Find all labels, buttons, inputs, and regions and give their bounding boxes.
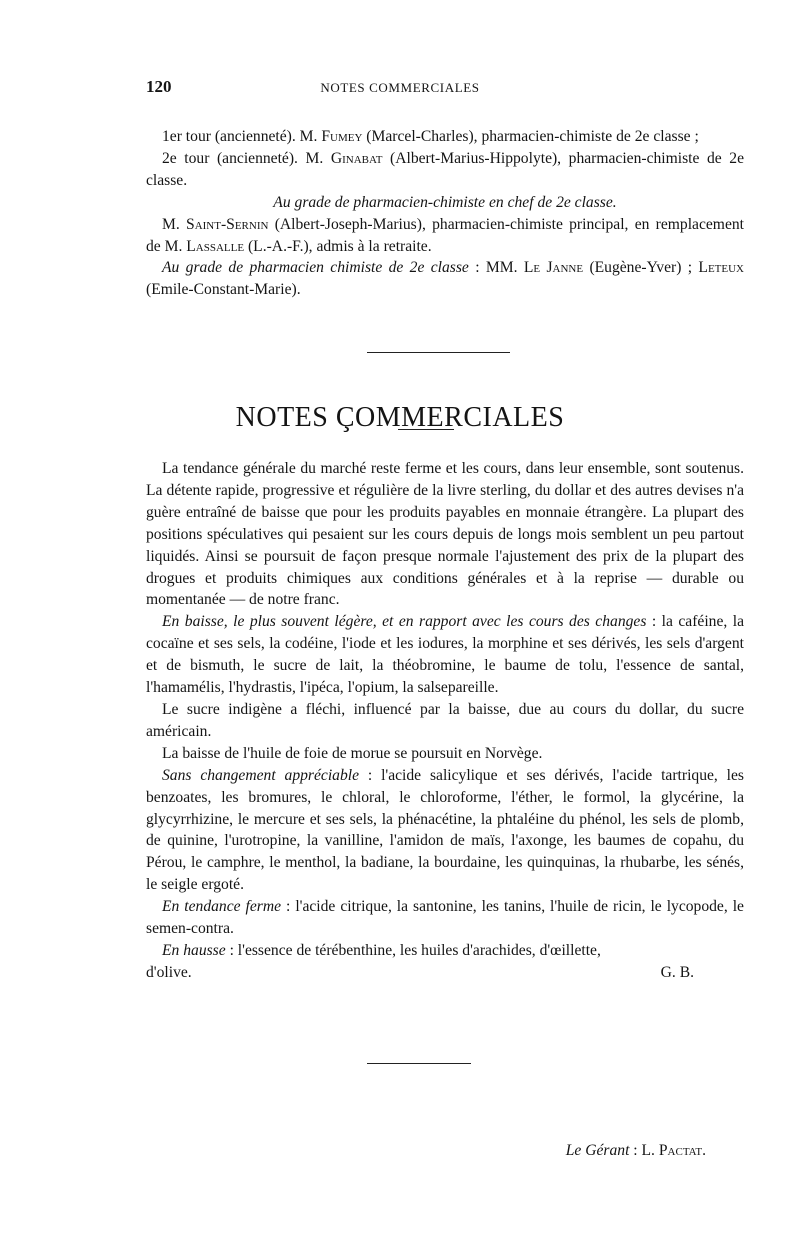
- nomination-text: (Emile-Constant-Marie).: [146, 281, 301, 299]
- nomination-text: (Eugène-Yver) ;: [583, 259, 699, 277]
- running-head: NOTES COMMERCIALES: [320, 80, 480, 95]
- nomination-text: (Marcel-Charles), pharmacien-chimiste de 2e classe ;: [362, 128, 699, 145]
- category-label: En baisse, le plus souvent légère, et en rapport avec les cours des changes: [162, 613, 647, 631]
- firm-trend-paragraph: [146, 896, 744, 940]
- nomination-text: : MM.: [468, 259, 524, 277]
- nomination-text: (L.-A.-F.), admis à la retraite.: [244, 237, 432, 255]
- nomination-text: 1er tour (ancienneté). M.: [162, 128, 322, 145]
- product-list: : l'acide citrique, la santonine, les tanins, l'huile de ricin, le lycopode, le semen-contra.: [146, 898, 744, 938]
- manager-line: [566, 1142, 706, 1160]
- manager-separator: : L.: [629, 1142, 659, 1159]
- nomination-second-class: [146, 257, 744, 301]
- nomination-text: (Albert-Marius-Hippolyte), pharmacien-chimiste de 2e classe.: [146, 149, 745, 189]
- nominations-block: [146, 126, 744, 301]
- category-label: En tendance ferme: [162, 898, 282, 916]
- surname: Ginabat: [330, 149, 383, 167]
- nomination-fumey: [146, 126, 744, 148]
- grade-heading-second-class: Au grade de pharmacien chimiste de 2e classe: [162, 259, 469, 277]
- product-list: : la caféine, la cocaïne et ses sels, la codéine, l'iode et les iodures, la morphine et ses dérivés, les sels d'argent et de bismuth, le sucre de lait, la théobromine, le baume de tolu, l'essence de santal, l'hamamélis, l'hydrastis, l'ipéca, l'opium, la salsepareille.: [146, 613, 744, 697]
- end-divider: [367, 1063, 471, 1064]
- stable-prices-paragraph: [146, 765, 744, 896]
- article-body: [146, 458, 744, 984]
- surname: Le Janne: [523, 259, 584, 277]
- section-divider: [367, 352, 510, 353]
- product-list: : l'essence de térébenthine, les huiles d'arachides, d'œillette,: [225, 941, 601, 959]
- closing-line: [146, 962, 744, 984]
- title-underline: [398, 429, 454, 430]
- product-list: : l'acide salicylique et ses dérivés, l'acide tartrique, les benzoates, les bromures, le chloral, le chloroforme, l'éther, le formol, la glycérine, la glycyrrhizine, le mercure et ses sels, la phénacétine, la phtaléine du phénol, les sels de plomb, de quinine, l'urotropine, la vanilline, l'amidon de maïs, l'axonge, les baumes de copahu, du Pérou, le camphre, le menthol, la badiane, la bourdaine, les quinquinas, la rhubarbe, les sénés, le seigle ergoté.: [146, 766, 744, 894]
- nomination-text: 2e tour (ancienneté). M.: [162, 149, 331, 167]
- surname: Leteux: [698, 259, 744, 277]
- surname: Saint-Sernin: [186, 215, 269, 233]
- surname: Fumey: [321, 128, 363, 145]
- price-decrease-paragraph: [146, 611, 744, 699]
- section-title: NOTES ÇOMMERCIALES: [235, 401, 565, 433]
- nomination-saint-sernin: [146, 214, 744, 258]
- category-label: En hausse: [162, 941, 226, 959]
- nomination-ginabat: [146, 148, 744, 192]
- cod-liver-oil-paragraph: La baisse de l'huile de foie de morue se poursuit en Norvège.: [162, 744, 543, 762]
- product-list-end: d'olive.: [146, 963, 192, 981]
- author-signature: G. B.: [660, 963, 694, 981]
- manager-name: Pactat.: [658, 1142, 706, 1159]
- nomination-text: (Albert-Joseph-Marius), pharmacien-chimiste principal, en remplacement de M.: [146, 215, 744, 255]
- market-trend-paragraph: La tendance générale du marché reste ferme et les cours, dans leur ensemble, sont soutenus. La détente rapide, progressive et régulière de la livre sterling, du dollar et des autres devises n'a guère entraîné de baisse que pour les produits payables en monnaie étrangère. La plupart des positions spéculatives qui pesaient sur les cours depuis de longs mois semblent un peu partout liquidés. Ainsi se poursuit de façon presque normale l'ajustement des prix de la plupart des drogues et produits chimiques aux conditions générales et à la reprise — durable ou momentanée — de notre franc.: [146, 460, 744, 609]
- surname: Lassalle: [186, 237, 245, 255]
- page-number: 120: [146, 77, 172, 96]
- price-increase-paragraph: [146, 940, 744, 962]
- nomination-text: M.: [162, 215, 187, 233]
- manager-label: Le Gérant: [565, 1142, 630, 1159]
- category-label: Sans changement appréciable: [162, 766, 360, 784]
- grade-heading-chief: Au grade de pharmacien-chimiste en chef de 2e classe.: [273, 193, 617, 211]
- sugar-paragraph: Le sucre indigène a fléchi, influencé par la baisse, due au cours du dollar, du sucre américain.: [146, 700, 744, 740]
